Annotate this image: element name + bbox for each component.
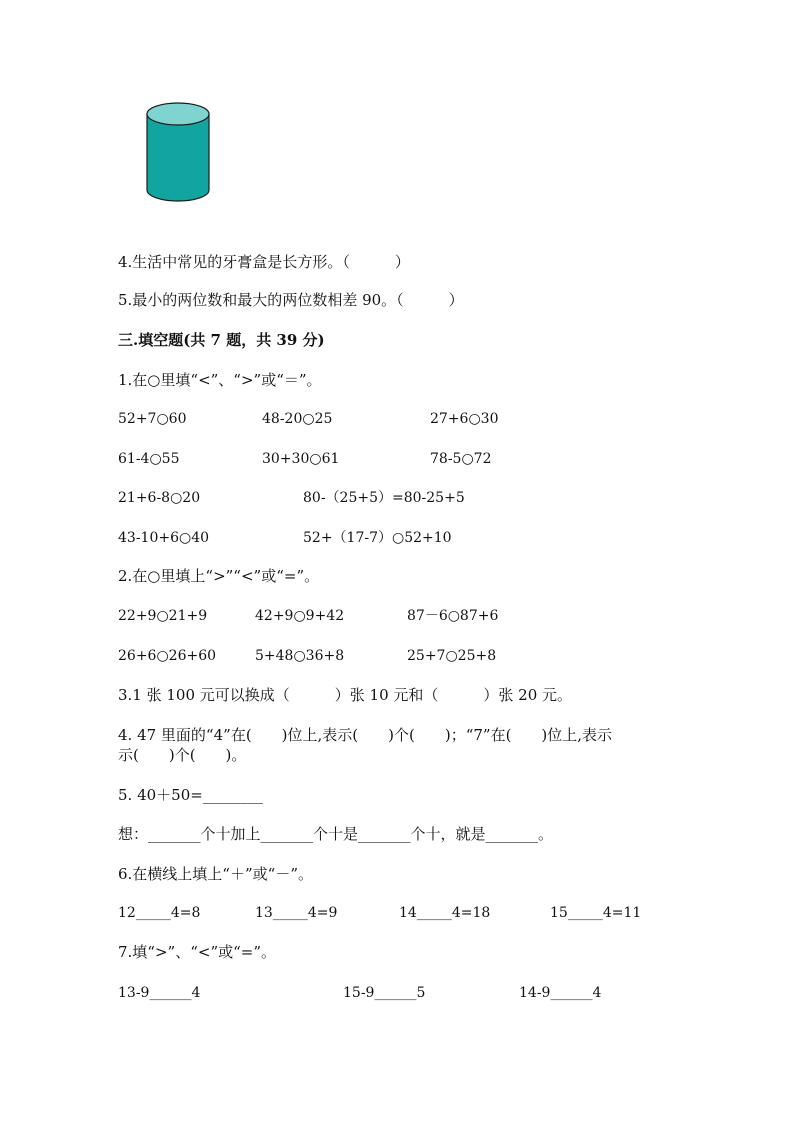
q2-title: 2.在○里填上“>”“<”或“=”。 — [118, 567, 320, 585]
q5-line-1: 5. 40＋50=________ — [118, 786, 263, 804]
q2-item: 25+7○25+8 — [407, 648, 497, 664]
q1-item: 21+6-8○20 — [118, 490, 201, 506]
q1-title: 1.在○里填“<”、“>”或“＝”。 — [118, 371, 322, 389]
q1-item: 30+30○61 — [262, 451, 340, 467]
q6-item: 12_____4=8 — [118, 905, 201, 921]
q5-line-2: 想：_______个十加上_______个十是_______个十，就是_______。 — [118, 825, 554, 843]
q3-text: 3.1 张 100 元可以换成（ ）张 10 元和（ ）张 20 元。 — [118, 686, 573, 704]
q1-item: 80-（25+5）=80-25+5 — [303, 490, 465, 506]
q6-item: 14_____4=18 — [399, 905, 491, 921]
q4-line-2: 示( )个( )。 — [118, 746, 247, 764]
q1-item: 52+（17-7）○52+10 — [303, 530, 452, 546]
q2-item: 22+9○21+9 — [118, 608, 208, 624]
cylinder-figure — [140, 100, 216, 208]
q6-item: 13_____4=9 — [255, 905, 338, 921]
q1-item: 78-5○72 — [430, 451, 492, 467]
q1-item: 52+7○60 — [118, 411, 187, 427]
q1-item: 61-4○55 — [118, 451, 180, 467]
q1-item: 27+6○30 — [430, 411, 499, 427]
q6-title: 6.在横线上填上“＋”或“－”。 — [118, 865, 313, 883]
q7-title: 7.填“>”、“<”或“=”。 — [118, 943, 277, 961]
q7-item: 15-9______5 — [343, 985, 426, 1001]
section-3-title: 三.填空题(共 7 题，共 39 分) — [118, 331, 325, 349]
q1-item: 43-10+6○40 — [118, 530, 210, 546]
q2-item: 26+6○26+60 — [118, 648, 217, 664]
q2-item: 5+48○36+8 — [255, 648, 345, 664]
q1-item: 48-20○25 — [262, 411, 333, 427]
q4-line-1: 4. 47 里面的“4”在( )位上,表示( )个( )；“7”在( )位上,表示 — [118, 726, 613, 744]
judge-question-4: 4.生活中常见的牙膏盒是长方形。（ ） — [118, 253, 410, 271]
q2-item: 87－6○87+6 — [407, 608, 499, 624]
q2-item: 42+9○9+42 — [255, 608, 345, 624]
judge-question-5: 5.最小的两位数和最大的两位数相差 90。（ ） — [118, 291, 464, 309]
q7-item: 13-9______4 — [118, 985, 201, 1001]
q6-item: 15_____4=11 — [550, 905, 642, 921]
q7-item: 14-9______4 — [519, 985, 602, 1001]
